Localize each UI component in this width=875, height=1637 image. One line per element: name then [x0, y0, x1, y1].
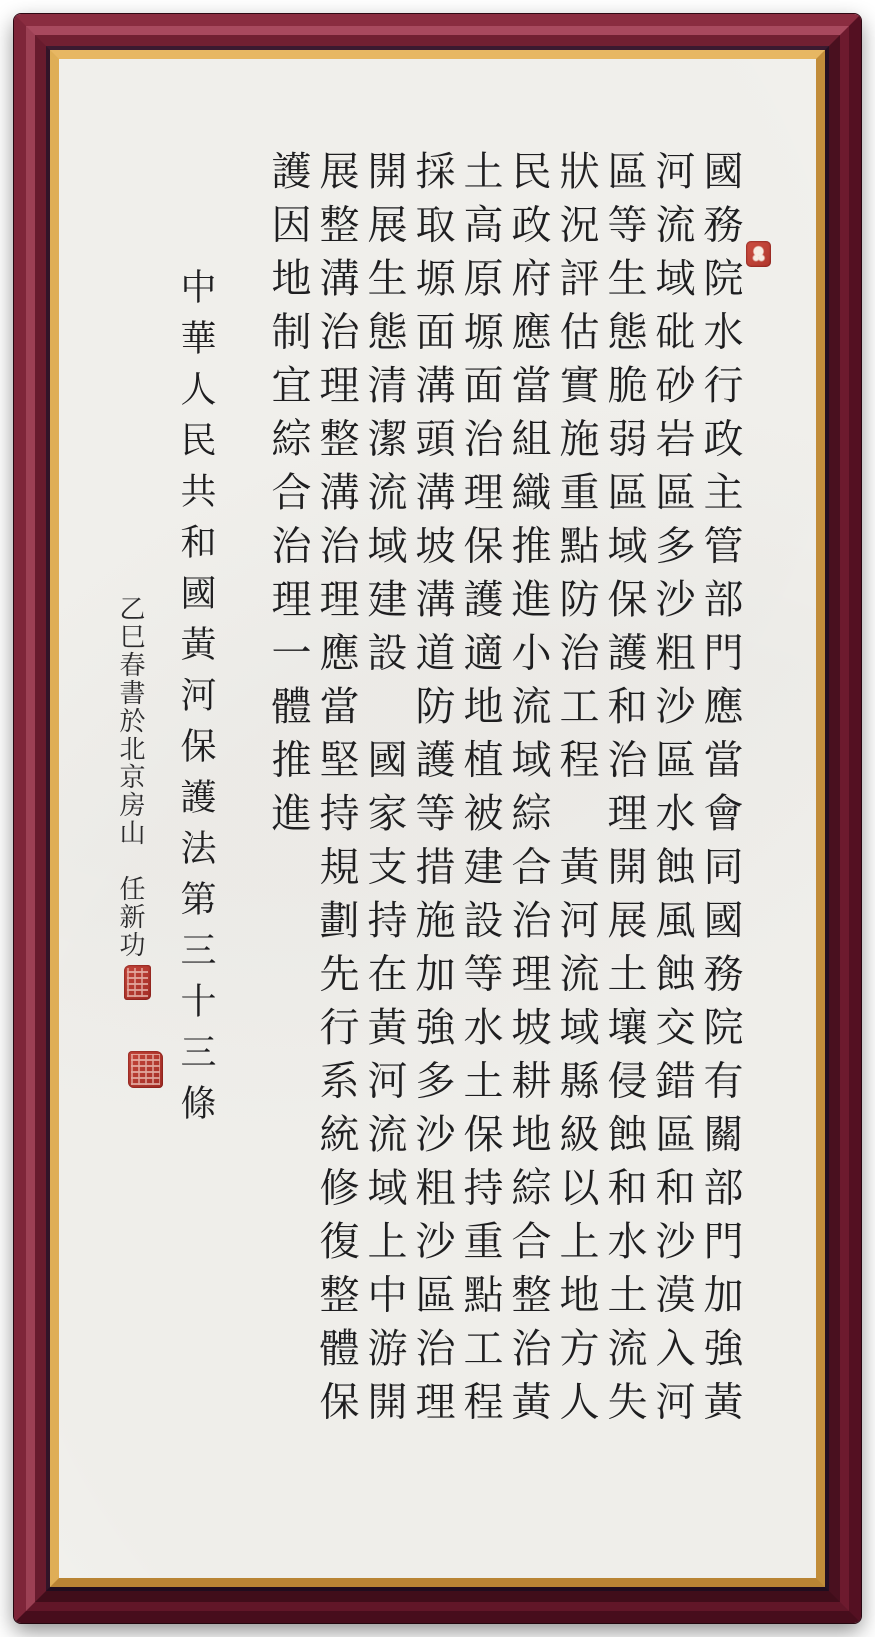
source-title-column: 中華人民共和國黃河保護法第三十三條	[176, 268, 216, 1135]
calligraphy-column-9: 展整溝治理整溝治理應當堅持規劃先行系統修復整體保	[314, 150, 359, 1434]
artist-name-seal-icon	[124, 965, 151, 1000]
calligraphy-column-2: 河流域砒砂岩區多沙粗沙區水蝕風蝕交錯區和沙漠入河	[650, 150, 695, 1434]
frame-gold-liner	[50, 50, 825, 1587]
calligraphy-column-8: 開展生態清潔流域建設 國家支持在黃河流域上中游開	[362, 150, 407, 1434]
picture-frame-highlight-ridge	[26, 26, 849, 1611]
signature-column: 乙巳春書於北京房山 任新功	[116, 595, 145, 959]
corner-seal-icon	[746, 241, 771, 267]
calligraphy-column-5: 民政府應當組織推進小流域綜合治理坡耕地綜合整治黃	[506, 150, 551, 1434]
calligraphy-column-10: 護因地制宜綜合治理一體推進	[266, 150, 311, 846]
picture-frame-outer-band	[14, 14, 861, 1623]
calligraphy-column-3: 區等生態脆弱區域保護和治理開展土壤侵蝕和水土流失	[602, 150, 647, 1434]
calligraphy-column-4: 狀況評估實施重點防治工程 黃河流域縣級以上地方人	[554, 150, 599, 1434]
calligraphy-column-1: 國務院水行政主管部門應當會同國務院有關部門加強黃	[698, 150, 743, 1434]
calligraphy-column-6: 土高原塬面治理保護適地植被建設等水土保持重點工程	[458, 150, 503, 1434]
rice-paper	[59, 59, 816, 1578]
artist-studio-seal-icon	[128, 1051, 163, 1088]
picture-frame-inner-band	[35, 35, 840, 1602]
calligraphy-column-7: 採取塬面溝頭溝坡溝道防護等措施加強多沙粗沙區治理	[410, 150, 455, 1434]
frame-dark-fillet	[46, 46, 829, 1591]
calligraphy-main-text	[260, 150, 748, 1434]
